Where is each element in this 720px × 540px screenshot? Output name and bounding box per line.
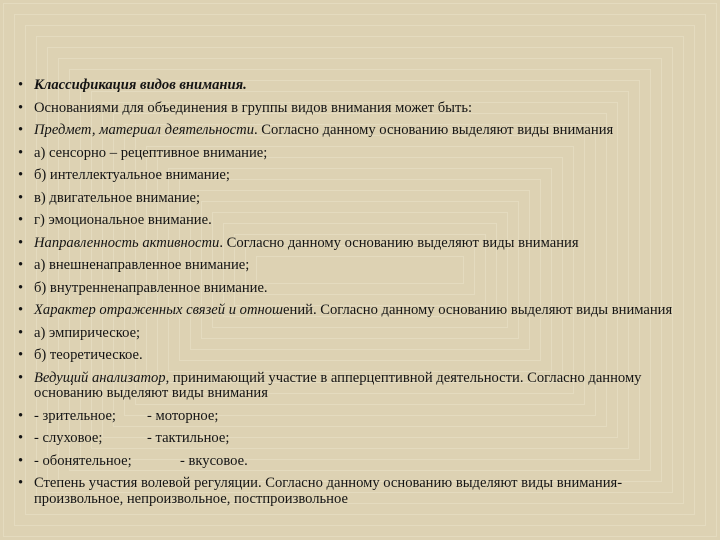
item-text: а) эмпирическое; bbox=[34, 324, 141, 341]
bullet-list bbox=[14, 78, 706, 507]
bullet-item bbox=[14, 191, 706, 207]
bullet-icon: • bbox=[18, 302, 24, 318]
item-italic-text: Ведущий анализатор bbox=[34, 369, 166, 386]
item-italic-text: Предмет, материал деятельности bbox=[34, 122, 254, 138]
item-text: , принимающий участие в апперцептивной деятельности. Согласно данному основанию выделяют виды внимания bbox=[34, 369, 642, 401]
item-text: ений. Согласно данному основанию выделяют виды внимания bbox=[283, 302, 673, 318]
item-text: в) двигательное внимание; bbox=[34, 189, 201, 206]
bullet-item bbox=[14, 431, 706, 447]
item-text: . Согласно данному основанию выделяют виды внимания bbox=[219, 234, 579, 251]
item-text: Основаниями для объединения в группы видов внимания может быть: bbox=[34, 99, 473, 116]
item-italic-text: Направленность активности bbox=[34, 234, 220, 251]
bullet-icon: • bbox=[18, 475, 24, 491]
item-col2-text: - моторное; bbox=[147, 407, 219, 424]
bullet-item-heading bbox=[14, 78, 706, 94]
heading-text: Классификация видов внимания. bbox=[34, 77, 247, 93]
item-col1-text: - зрительное; bbox=[34, 407, 116, 424]
bullet-icon: • bbox=[18, 99, 24, 116]
item-text: г) эмоциональное внимание. bbox=[34, 212, 212, 228]
bullet-icon: • bbox=[18, 347, 24, 363]
bullet-icon: • bbox=[18, 407, 24, 424]
bullet-item bbox=[14, 258, 706, 274]
slide-content bbox=[14, 78, 706, 514]
bullet-icon: • bbox=[18, 257, 24, 273]
item-text: б) интеллектуальное внимание; bbox=[34, 167, 230, 183]
item-text: б) теоретическое. bbox=[34, 347, 143, 363]
bullet-icon: • bbox=[18, 77, 24, 93]
item-text: а) внешненаправленное внимание; bbox=[34, 257, 250, 273]
bullet-item bbox=[14, 213, 706, 229]
item-text: . Согласно данному основанию выделяют виды внимания bbox=[254, 122, 614, 138]
item-col1-text: - обонятельное; bbox=[34, 452, 132, 469]
bullet-icon: • bbox=[18, 167, 24, 183]
bullet-item bbox=[14, 281, 706, 297]
bullet-icon: • bbox=[18, 369, 24, 386]
bullet-icon: • bbox=[18, 324, 24, 341]
item-text: Степень участия волевой регуляции. Согласно данному основанию выделяют виды внимания- произвольное, непроизвольное, постпроизвольное bbox=[34, 475, 623, 507]
bullet-icon: • bbox=[18, 452, 24, 469]
bullet-item bbox=[14, 168, 706, 184]
bullet-icon: • bbox=[18, 122, 24, 138]
bullet-item bbox=[14, 371, 706, 402]
bullet-item bbox=[14, 348, 706, 364]
item-col1-text: - слуховое; bbox=[34, 430, 103, 446]
bullet-item bbox=[14, 236, 706, 252]
item-text: а) сенсорно – рецептивное внимание; bbox=[34, 144, 268, 161]
bullet-icon: • bbox=[18, 144, 24, 161]
bullet-item bbox=[14, 101, 706, 117]
bullet-item bbox=[14, 476, 706, 507]
bullet-icon: • bbox=[18, 279, 24, 296]
item-col2-text: - тактильное; bbox=[147, 430, 230, 446]
bullet-icon: • bbox=[18, 189, 24, 206]
bullet-item bbox=[14, 123, 706, 139]
bullet-icon: • bbox=[18, 234, 24, 251]
bullet-icon: • bbox=[18, 212, 24, 228]
bullet-item bbox=[14, 409, 706, 425]
bullet-item bbox=[14, 454, 706, 470]
item-text: б) внутренненаправленное внимание. bbox=[34, 279, 268, 296]
item-col2-text: - вкусовое. bbox=[180, 452, 248, 469]
bullet-item bbox=[14, 326, 706, 342]
bullet-icon: • bbox=[18, 430, 24, 446]
bullet-item bbox=[14, 146, 706, 162]
item-italic-text: Характер отраженных связей и отнош bbox=[34, 302, 284, 318]
bullet-item bbox=[14, 303, 706, 319]
